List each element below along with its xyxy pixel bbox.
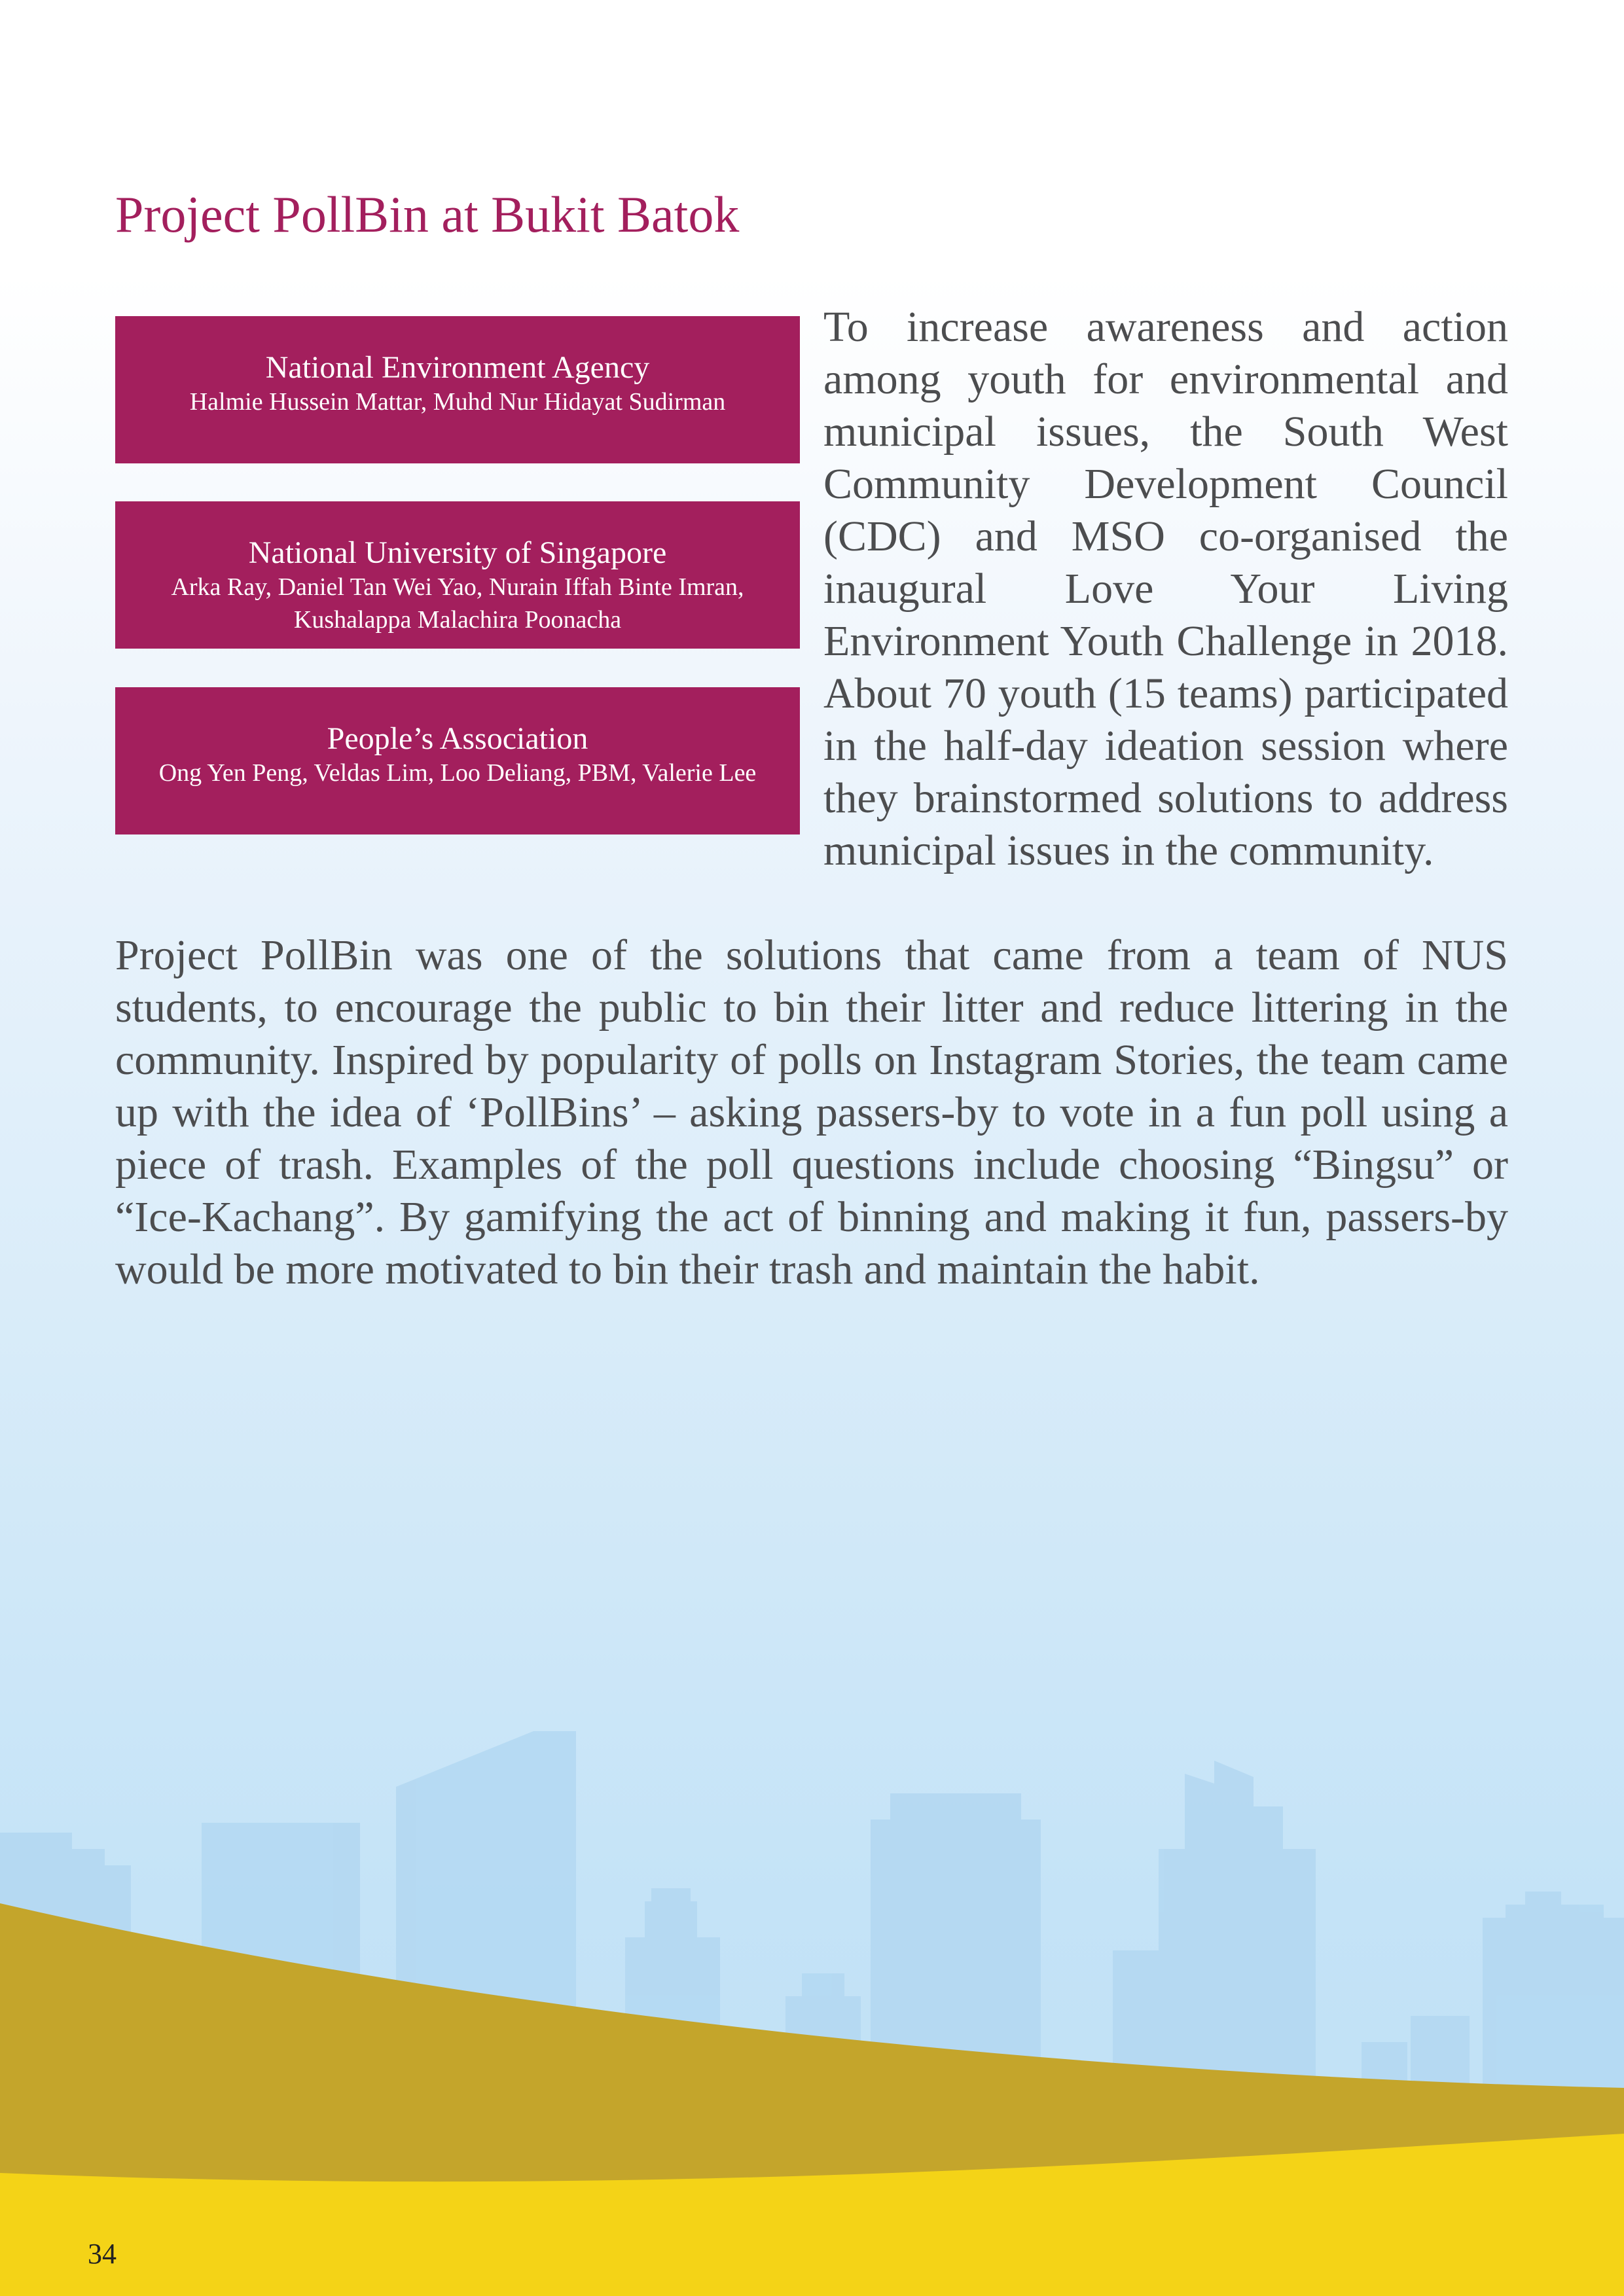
org-members: Halmie Hussein Mattar, Muhd Nur Hidayat Sudirman — [189, 388, 726, 416]
page-number: 34 — [88, 2238, 117, 2270]
org-members: Ong Yen Peng, Veldas Lim, Loo Deliang, PBM, Valerie Lee — [158, 759, 757, 787]
body-paragraph: Project PollBin was one of the solutions that came from a team of NUS students, to encourage the public to bin their litter and reduce littering in the community. Inspired by popularity of polls on Instagram Stories, the team came up with the idea of ‘PollBins’ – asking passers-by to vote in a fun poll using a piece of trash. Examples of the poll questions include choosing “Bingsu” or “Ice-Kachang”. By gamifying the act of binning and making it fun, passers-by would be more motivated to bin their trash and maintain the habit. — [115, 931, 1508, 1293]
page-title: Project PollBin at Bukit Batok — [115, 186, 740, 243]
org-name: National University of Singapore — [248, 535, 667, 570]
org-name: National Environment Agency — [265, 350, 650, 385]
org-name: People’s Association — [327, 721, 588, 756]
org-box-nus — [115, 501, 800, 649]
intro-paragraph: To increase awareness and action among youth for environmental and municipal issues, the South West Community Development Council (CDC) and MSO co-organised the inaugural Love Your Living Environment Youth Challenge in 2018. About 70 youth (15 teams) participated in the half-day ideation session where they brainstormed solutions to address municipal issues in the community. — [823, 303, 1508, 874]
org-members: Arka Ray, Daniel Tan Wei Yao, Nurain Iffah Binte Imran, Kushalappa Malachira Poonacha — [171, 573, 744, 634]
skyline-illustration — [0, 1702, 1624, 2296]
org-box-nea — [115, 316, 800, 463]
org-box-pa — [115, 687, 800, 834]
